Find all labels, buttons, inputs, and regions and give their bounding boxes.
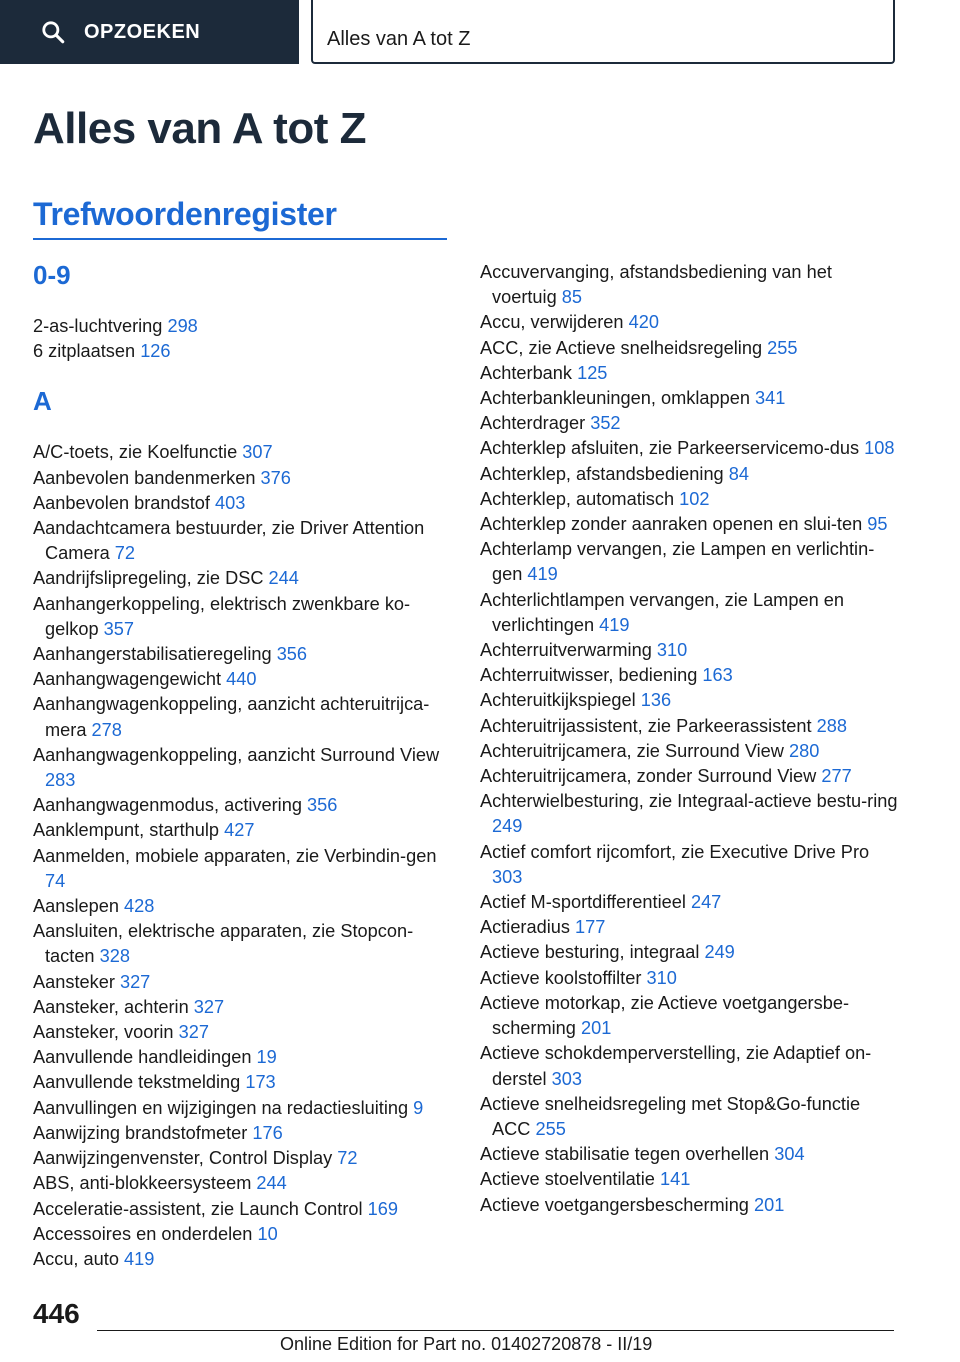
search-label: OPZOEKEN xyxy=(84,20,201,43)
index-entry-list xyxy=(480,260,900,1218)
index-entry[interactable] xyxy=(33,491,453,516)
index-column-right xyxy=(480,260,900,1218)
index-entry[interactable] xyxy=(480,537,900,587)
index-entry-text: Aandrijfslipregeling, zie DSC xyxy=(33,568,264,589)
index-entry-text: Aansluiten, elektrische apparaten, zie Stopcon-tacten xyxy=(33,921,414,967)
index-entry[interactable] xyxy=(33,440,453,465)
index-entry[interactable] xyxy=(33,743,453,793)
index-entry-text: ABS, anti-blokkeersysteem xyxy=(33,1173,252,1194)
index-entry-text: Aanslepen xyxy=(33,896,119,917)
index-entry[interactable] xyxy=(480,487,900,512)
index-entry-text: Achterklep zonder aanraken openen en slui-ten xyxy=(480,514,863,535)
index-entry-page-link[interactable]: 328 xyxy=(99,946,130,967)
index-entry[interactable] xyxy=(480,462,900,487)
index-entry-page-link[interactable]: 352 xyxy=(590,413,621,434)
index-entry[interactable] xyxy=(480,436,900,461)
index-entry[interactable] xyxy=(33,1171,453,1196)
index-entry-page-link[interactable]: 327 xyxy=(119,971,151,992)
index-entry-page-link[interactable]: 249 xyxy=(704,942,735,963)
index-entry[interactable] xyxy=(33,1121,453,1146)
index-entry-text: 6 zitplaatsen xyxy=(33,341,136,362)
index-entry[interactable] xyxy=(33,642,453,667)
index-entry-page-link[interactable]: 201 xyxy=(754,1194,785,1215)
index-entry-text: Achterdrager xyxy=(480,413,586,434)
index-entry-page-link[interactable]: 72 xyxy=(337,1148,358,1169)
index-entry-page-link[interactable]: 278 xyxy=(91,719,122,740)
index-entry[interactable] xyxy=(33,818,453,843)
index-entry[interactable] xyxy=(33,1222,453,1247)
index-entry-page-link[interactable]: 327 xyxy=(193,996,225,1017)
index-entry-text: Achteruitkijkspiegel xyxy=(480,690,636,711)
index-entry-text: Aanbevolen brandstof xyxy=(33,492,210,513)
index-entry[interactable] xyxy=(33,1096,453,1121)
top-bar xyxy=(0,0,960,66)
index-entry-page-link[interactable]: 419 xyxy=(527,564,558,585)
index-entry[interactable] xyxy=(33,466,453,491)
index-entry[interactable] xyxy=(33,970,453,995)
index-entry-text: Aansteker xyxy=(33,971,115,992)
index-entry-text: Actieve schokdemperverstelling, zie Adaptief on-derstel xyxy=(480,1043,872,1089)
index-entry-text: Achterruitwisser, bediening xyxy=(480,665,698,686)
index-entry-text: Actieve snelheidsregeling met Stop&Go-functie ACC xyxy=(480,1093,861,1139)
index-entry[interactable] xyxy=(33,919,453,969)
search-button[interactable] xyxy=(0,0,299,64)
index-entry[interactable] xyxy=(33,793,453,818)
index-entry[interactable] xyxy=(480,411,900,436)
index-entry[interactable] xyxy=(480,588,900,638)
index-entry-page-link[interactable]: 125 xyxy=(577,362,608,383)
index-entry-page-link[interactable]: 428 xyxy=(124,896,155,917)
index-entry-page-link[interactable]: 419 xyxy=(124,1248,155,1269)
index-entry[interactable] xyxy=(480,966,900,991)
page-title: Alles van A tot Z xyxy=(33,104,366,153)
index-entry-text: A/C-toets, zie Koelfunctie xyxy=(33,442,238,463)
index-entry-text: Actief M-sportdifferentieel xyxy=(480,892,686,913)
index-entry-text: Aansteker, voorin xyxy=(33,1022,174,1043)
index-entry-text: Actieradius xyxy=(480,917,570,938)
index-entry[interactable] xyxy=(480,1041,900,1091)
search-icon xyxy=(40,19,66,45)
index-entry-text: Achterlamp vervangen, zie Lampen en verlichtin-gen xyxy=(480,539,875,585)
index-entry-text: Aanklempunt, starthulp xyxy=(33,820,220,841)
index-entry-page-link[interactable]: 177 xyxy=(575,917,606,938)
index-entry-page-link[interactable]: 72 xyxy=(114,543,135,564)
index-entry[interactable] xyxy=(480,739,900,764)
index-entry-text: Aanhangerkoppeling, elektrisch zwenkbare ko-gelkop xyxy=(33,593,411,639)
index-entry-text: Accu, verwijderen xyxy=(480,312,624,333)
index-entry[interactable] xyxy=(480,663,900,688)
index-entry[interactable] xyxy=(480,789,900,839)
footer-edition: Online Edition for Part no. 01402720878 - II/19 xyxy=(280,1334,653,1354)
index-entry[interactable] xyxy=(480,714,900,739)
index-entry-page-link[interactable]: 427 xyxy=(224,820,255,841)
index-entry[interactable] xyxy=(33,1070,453,1095)
index-entry-text: Accuvervanging, afstandsbediening van het voertuig xyxy=(480,262,832,308)
index-entry-text: Achteruitrijcamera, zie Surround View xyxy=(480,740,784,761)
index-entry[interactable] xyxy=(480,1167,900,1192)
index-entry[interactable] xyxy=(480,840,900,890)
index-entry[interactable] xyxy=(33,995,453,1020)
index-entry[interactable] xyxy=(480,260,900,310)
index-entry-text: Aanhangwagenkoppeling, aanzicht achteruitrijca-mera xyxy=(33,694,430,740)
index-entry-page-link[interactable]: 303 xyxy=(551,1068,583,1089)
index-entry[interactable] xyxy=(33,1020,453,1045)
index-entry-text: Achterklep, afstandsbediening xyxy=(480,463,724,484)
index-entry-text: Actieve koolstoffilter xyxy=(480,967,642,988)
index-entry-page-link[interactable]: 169 xyxy=(367,1198,398,1219)
index-entry[interactable] xyxy=(480,1142,900,1167)
index-entry[interactable] xyxy=(33,844,453,894)
index-entry-text: Actieve besturing, integraal xyxy=(480,942,700,963)
index-entry-page-link[interactable]: 102 xyxy=(679,488,710,509)
index-entry-page-link[interactable]: 141 xyxy=(659,1169,691,1190)
index-entry-page-link[interactable]: 419 xyxy=(599,614,630,635)
index-entry-page-link[interactable]: 201 xyxy=(580,1018,612,1039)
index-entry[interactable] xyxy=(33,314,453,339)
index-entry-page-link[interactable]: 255 xyxy=(535,1118,566,1139)
index-entry-text: Aanwijzing brandstofmeter xyxy=(33,1122,248,1143)
index-entry-page-link[interactable]: 108 xyxy=(864,438,895,459)
index-entry-text: Aanbevolen bandenmerken xyxy=(33,467,256,488)
index-entry-text: 2-as-luchtvering xyxy=(33,316,163,336)
index-entry-text: Achteruitrijassistent, zie Parkeerassistent xyxy=(480,715,812,736)
index-entry-page-link[interactable]: 280 xyxy=(789,740,820,761)
index-entry[interactable] xyxy=(480,361,900,386)
index-entry[interactable] xyxy=(33,894,453,919)
index-entry[interactable] xyxy=(480,310,900,335)
breadcrumb[interactable]: Alles van A tot Z xyxy=(311,0,895,64)
index-entry-page-link[interactable]: 310 xyxy=(646,967,677,988)
index-entry[interactable] xyxy=(33,1197,453,1222)
index-entry-page-link[interactable]: 307 xyxy=(242,442,273,463)
section-title: Trefwoordenregister xyxy=(33,196,337,232)
index-entry-text: Achterklep, automatisch xyxy=(480,488,675,509)
index-entry-text: Aanhangwagenkoppeling, aanzicht Surround View xyxy=(33,744,440,765)
index-entry-page-link[interactable]: 304 xyxy=(774,1144,805,1165)
index-entry[interactable] xyxy=(33,1045,453,1070)
index-entry-text: Aanmelden, mobiele apparaten, zie Verbindin-gen xyxy=(33,845,437,866)
index-entry-text: Acceleratie-assistent, zie Launch Control xyxy=(33,1198,363,1219)
index-entry[interactable] xyxy=(33,339,453,364)
index-entry-page-link[interactable]: 310 xyxy=(656,640,688,661)
index-entry-page-link[interactable]: 247 xyxy=(690,892,722,913)
index-entry[interactable] xyxy=(480,1092,900,1142)
index-entry-page-link[interactable]: 356 xyxy=(276,644,308,665)
index-entry-page-link[interactable]: 440 xyxy=(226,669,257,690)
index-entry[interactable] xyxy=(480,890,900,915)
index-entry-text: Aanhangwagengewicht xyxy=(33,669,222,690)
index-entry-page-link[interactable]: 341 xyxy=(755,388,786,409)
index-entry-list xyxy=(33,440,453,1272)
spacer xyxy=(33,292,453,314)
index-entry[interactable] xyxy=(33,692,453,742)
index-entry[interactable] xyxy=(33,566,453,591)
index-entry-text: Aandachtcamera bestuurder, zie Driver Attention Camera xyxy=(33,518,425,564)
index-entry-text: Aanwijzingenvenster, Control Display xyxy=(33,1148,333,1169)
index-entry-page-link[interactable]: 357 xyxy=(103,618,135,639)
index-entry-text: Achterbank xyxy=(480,362,573,383)
index-entry[interactable] xyxy=(480,638,900,663)
index-entry[interactable] xyxy=(480,688,900,713)
index-entry-text: Actieve stoelventilatie xyxy=(480,1169,655,1190)
index-entry-page-link[interactable]: 10 xyxy=(257,1223,278,1244)
index-entry[interactable] xyxy=(480,764,900,789)
index-entry-page-link[interactable]: 420 xyxy=(628,312,659,333)
index-entry-text: Aansteker, achterin xyxy=(33,996,189,1017)
index-entry-page-link[interactable]: 244 xyxy=(256,1173,287,1194)
index-entry-text: Achterklep afsluiten, zie Parkeerservicemo-dus xyxy=(480,438,860,459)
index-entry-page-link[interactable]: 255 xyxy=(767,337,798,358)
index-entry[interactable] xyxy=(480,386,900,411)
index-entry-text: Aanvullende handleidingen xyxy=(33,1047,252,1068)
index-entry-text: Achterbankleuningen, omklappen xyxy=(480,388,750,409)
index-entry-page-link[interactable]: 403 xyxy=(215,492,246,513)
index-entry[interactable] xyxy=(480,336,900,361)
index-entry-page-link[interactable]: 176 xyxy=(252,1122,283,1143)
index-entry[interactable] xyxy=(480,1193,900,1218)
index-entry-text: Aanhangwagenmodus, activering xyxy=(33,795,302,816)
index-entry-text: Aanhangerstabilisatieregeling xyxy=(33,644,272,665)
index-entry-page-link[interactable]: 9 xyxy=(413,1097,424,1118)
index-entry[interactable] xyxy=(480,915,900,940)
index-entry-text: Aanvullende tekstmelding xyxy=(33,1072,241,1093)
index-entry-page-link[interactable]: 298 xyxy=(167,316,198,336)
index-entry[interactable] xyxy=(480,512,900,537)
index-entry[interactable] xyxy=(33,592,453,642)
index-entry[interactable] xyxy=(480,940,900,965)
index-entry-page-link[interactable]: 126 xyxy=(140,341,171,362)
index-entry-page-link[interactable]: 288 xyxy=(816,715,847,736)
index-letter-heading: A xyxy=(33,386,52,417)
index-column-left xyxy=(33,258,453,1272)
index-entry-page-link[interactable]: 136 xyxy=(640,690,672,711)
index-entry[interactable] xyxy=(33,1146,453,1171)
index-entry-text: Achterlichtlampen vervangen, zie Lampen en verlichtingen xyxy=(480,589,844,635)
index-entry-page-link[interactable]: 283 xyxy=(45,770,76,791)
index-entry-page-link[interactable]: 244 xyxy=(268,568,299,589)
index-entry[interactable] xyxy=(480,991,900,1041)
index-entry-page-link[interactable]: 356 xyxy=(307,795,338,816)
index-entry-page-link[interactable]: 19 xyxy=(256,1047,277,1068)
section-title-rule xyxy=(33,238,447,240)
index-entry-text: Actief comfort rijcomfort, zie Executive Drive Pro xyxy=(480,841,870,862)
index-entry-text: Actieve voetgangersbescherming xyxy=(480,1194,749,1215)
index-entry[interactable] xyxy=(33,1247,453,1272)
index-entry-page-link[interactable]: 173 xyxy=(245,1072,276,1093)
index-letter-heading: 0-9 xyxy=(33,260,71,290)
index-entry-text: Achterwielbesturing, zie Integraal-actieve bestu-ring xyxy=(480,791,898,812)
footer-rule xyxy=(97,1330,894,1331)
index-entry-page-link[interactable]: 376 xyxy=(260,467,291,488)
index-entry-page-link[interactable]: 303 xyxy=(492,866,523,887)
index-entry-text: Actieve motorkap, zie Actieve voetgangersbe-scherming xyxy=(480,992,849,1039)
index-entry-text: Achterruitverwarming xyxy=(480,640,652,661)
index-entry[interactable] xyxy=(33,516,453,566)
index-entry-text: Accu, auto xyxy=(33,1248,119,1269)
index-entry-text: Aanvullingen en wijzigingen na redactiesluiting xyxy=(33,1097,409,1118)
index-entry-text: Achteruitrijcamera, zonder Surround View xyxy=(480,766,817,787)
index-entry-page-link[interactable]: 85 xyxy=(561,287,583,308)
index-entry-page-link[interactable]: 84 xyxy=(728,463,749,484)
index-entry-page-link[interactable]: 163 xyxy=(702,665,733,686)
index-entry-page-link[interactable]: 327 xyxy=(178,1022,209,1043)
index-entry-page-link[interactable]: 277 xyxy=(821,766,852,787)
index-entry-page-link[interactable]: 74 xyxy=(45,870,66,891)
index-entry[interactable] xyxy=(33,667,453,692)
index-entry-list xyxy=(33,314,453,364)
page-number: 446 xyxy=(33,1298,80,1329)
index-entry-text: Accessoires en onderdelen xyxy=(33,1223,253,1244)
index-entry-text: Actieve stabilisatie tegen overhellen xyxy=(480,1144,770,1165)
index-entry-page-link[interactable]: 95 xyxy=(867,514,888,535)
spacer xyxy=(33,418,453,440)
index-entry-text: ACC, zie Actieve snelheidsregeling xyxy=(480,337,763,358)
index-entry-page-link[interactable]: 249 xyxy=(492,816,523,837)
